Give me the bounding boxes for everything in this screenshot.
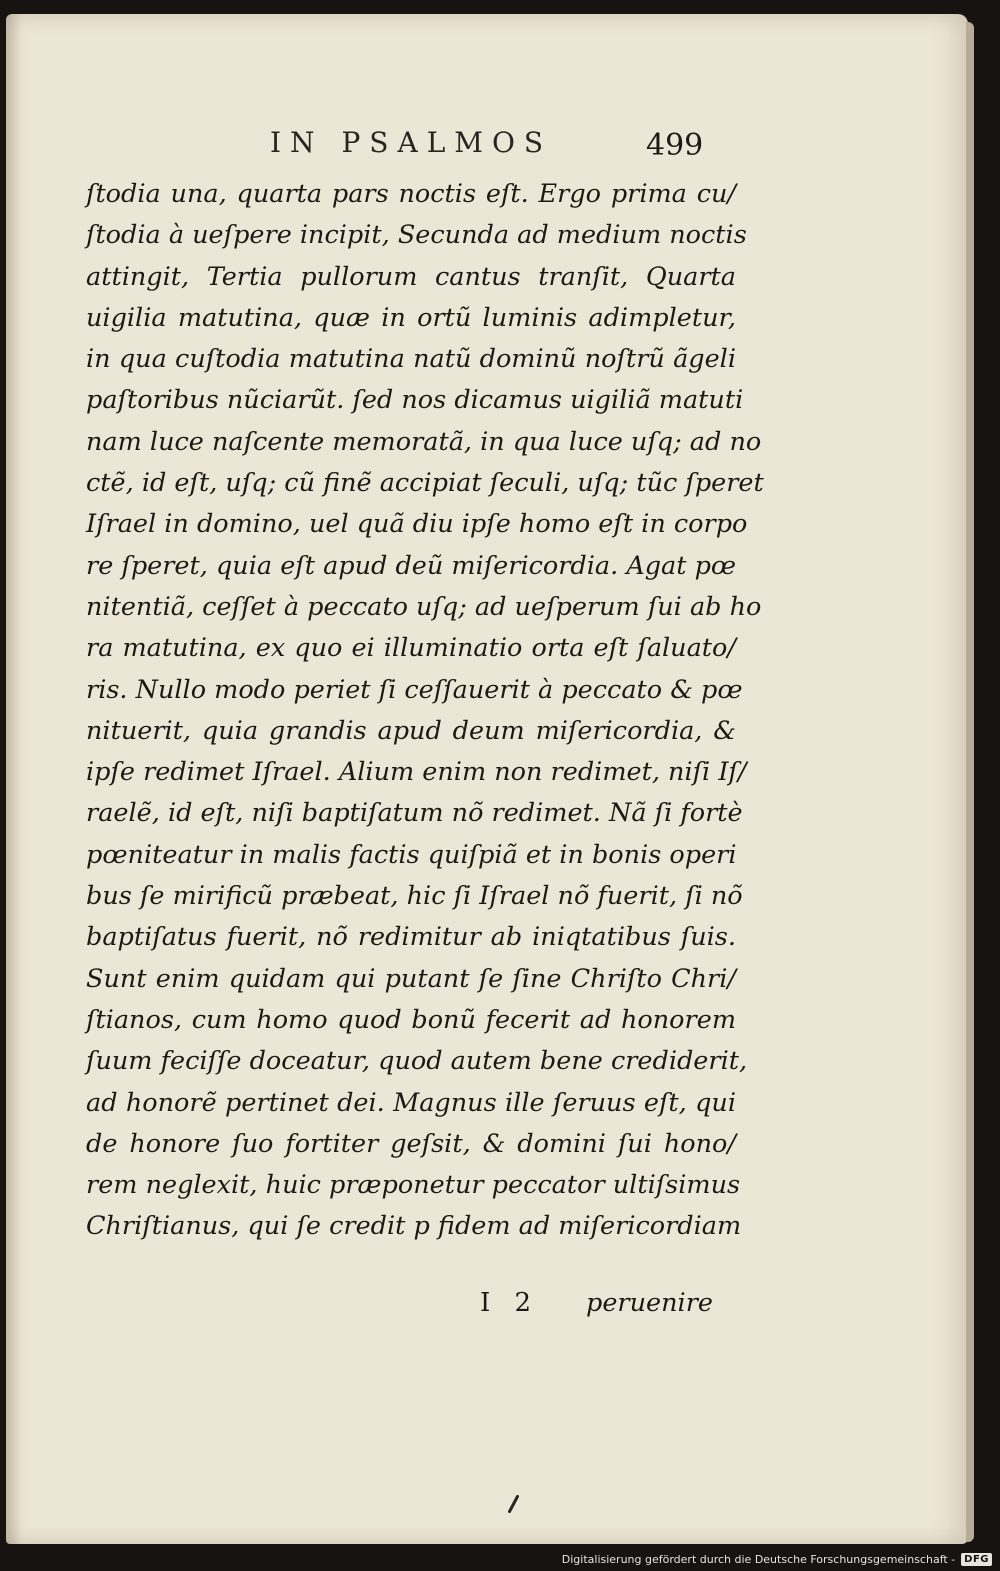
text-line: ctẽ, id eſt, uſq; cũ finẽ accipiat ſeculi, uſq; tũc ſperet — [86, 468, 764, 499]
signature-mark: I 2 — [480, 1288, 532, 1318]
text-line: in qua cuſtodia matutina natũ dominũ noſtrũ ãgeli — [86, 344, 736, 375]
text-block — [86, 174, 764, 1248]
text-line: nitentiã, ceſſet à peccato uſq; ad ueſperum ſui ab ho — [86, 591, 762, 622]
text-line: ſtodia una, quarta pars noctis eſt. Ergo prima cu/ — [86, 179, 736, 209]
text-line: nituerit, quia grandis apud deum miſericordia, & — [86, 715, 736, 746]
text-line: Iſrael in domino, uel quã diu ipſe homo eſt in corpo — [86, 509, 748, 540]
text-line: re ſperet, quia eſt apud deũ miſericordia. Agat pœ — [86, 550, 737, 581]
text-line: ad honorẽ pertinet dei. Magnus ille ſeruus eſt, qui — [86, 1087, 736, 1118]
text-line: raelẽ, id eſt, niſi baptiſatum nõ redimet. Nã ſi fortè — [86, 798, 743, 829]
text-line: rem neglexit, huic præponetur peccator ultiſsimus — [86, 1170, 741, 1201]
text-line: baptiſatus fuerit, nõ redimitur ab iniqtatibus ſuis. — [86, 922, 736, 953]
text-line: ſuum feciſſe doceatur, quod autem bene crediderit, — [86, 1046, 748, 1077]
text-line: Chriſtianus, qui ſe credit p fidem ad miſericordiam — [86, 1211, 742, 1242]
text-line: paſtoribus nũciarũt. ſed nos dicamus uigiliã matuti — [86, 385, 744, 416]
text-line: Sunt enim quidam qui putant ſe ſine Chriſto Chri/ — [86, 963, 736, 994]
text-line: ſtianos, cum homo quod bonũ fecerit ad honorem — [86, 1004, 736, 1035]
page-footer — [6, 1284, 968, 1330]
text-line: nam luce naſcente memoratã, in qua luce uſq; ad no — [86, 426, 762, 457]
text-line: attingit, Tertia pullorum cantus tranſit, Quarta — [86, 261, 736, 292]
text-line: pœniteatur in malis factis quiſpiã et in bonis operi — [86, 839, 737, 870]
text-line: ſtodia à ueſpere incipit, Secunda ad medium noctis — [86, 220, 747, 251]
text-line: uigilia matutina, quæ in ortũ luminis adimpletur, — [86, 302, 736, 333]
ink-mark — [507, 1494, 519, 1513]
text-line: ipſe redimet Iſrael. Alium enim non redimet, niſi Iſ/ — [86, 757, 747, 788]
credit-text: Digitalisierung gefördert durch die Deutsche Forschungsgemeinschaft - — [561, 1552, 956, 1566]
book-page — [6, 14, 968, 1544]
page-header — [6, 126, 968, 170]
text-line: bus ſe mirificũ præbeat, hic ſi Iſrael nõ fuerit, ſi nõ — [86, 881, 743, 912]
digitization-credit — [562, 1549, 992, 1569]
text-line: ris. Nullo modo periet ſi ceſſauerit à peccato & pœ — [86, 674, 743, 705]
dfg-logo: DFG — [961, 1553, 992, 1566]
catchword: peruenire — [586, 1288, 713, 1318]
text-line: ra matutina, ex quo ei illuminatio orta eſt ſaluato/ — [86, 633, 736, 664]
text-line: de honore ſuo fortiter geſsit, & domini ſui hono/ — [86, 1128, 736, 1159]
running-head: IN PSALMOS — [270, 126, 553, 159]
folio-number: 499 — [646, 128, 704, 163]
